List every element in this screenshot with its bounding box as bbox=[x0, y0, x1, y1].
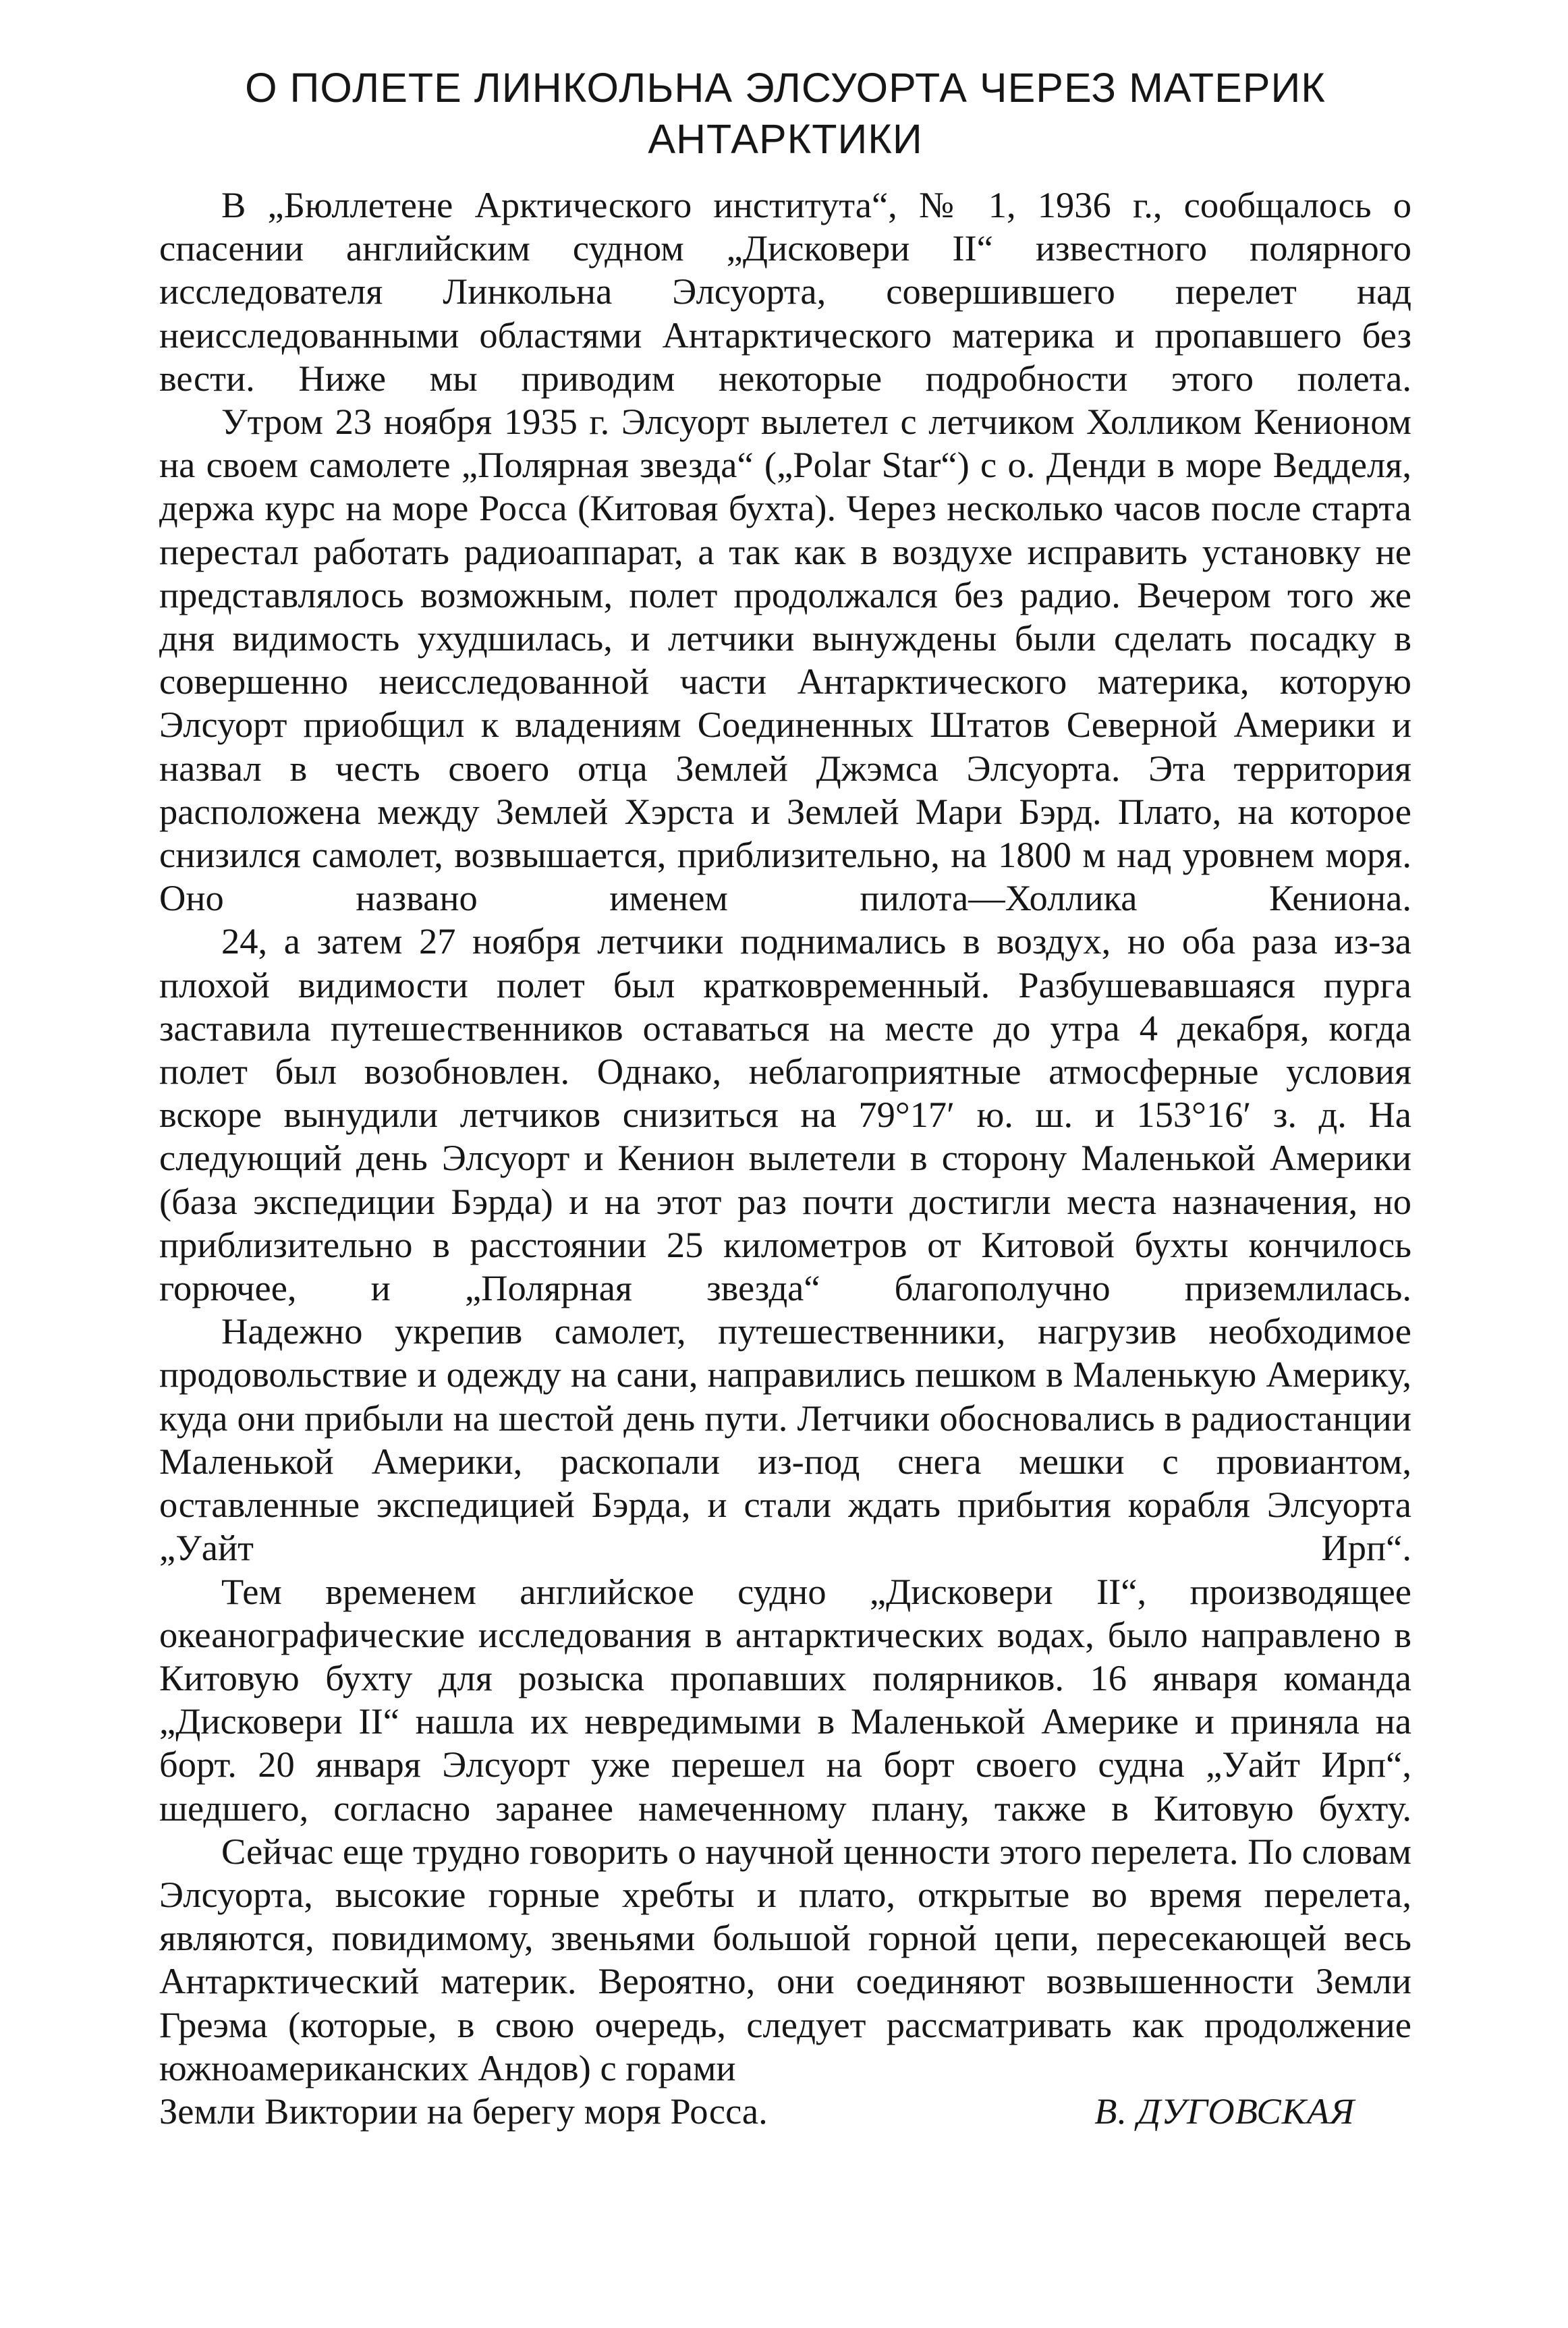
closing-line: Земли Виктории на берегу моря Росса. bbox=[159, 2090, 768, 2132]
author-signature: В. ДУГОВСКАЯ bbox=[1094, 2090, 1355, 2132]
closing-row bbox=[159, 2090, 1411, 2133]
paragraph-5: Тем временем английское судно „Дисковери II“, производящее океанографические исследования в антарктических водах, было направлено в Китовую бухту для розыска пропавших полярников. 16 января команда „Дисковери II“ нашла их невредимыми в Маленькой Америке и приняла на борт. 20 января Элсуорт уже перешел на борт своего судна „Уайт Ирп“, шедшего, согласно заранее намеченному плану, также в Китовую бухту. bbox=[159, 1570, 1411, 1829]
title-line-1: О ПОЛЕТЕ ЛИНКОЛЬНА ЭЛСУОРТА ЧЕРЕЗ МАТЕРИК bbox=[245, 65, 1326, 111]
paragraph-2: Утром 23 ноября 1935 г. Элсуорт вылетел с летчиком Холликом Кенионом на своем самолете „Полярная звезда“ („Polar Star“) с о. Денди в море Ведделя, держа курс на море Росса (Китовая бухта). Через несколько часов после старта перестал работать радиоаппарат, а так как в воздухе исправить установку не представлялось возможным, полет продолжался без радио. Вечером того же дня видимость ухудшилась, и летчики вынуждены были сделать посадку в совершенно неисследованной части Антарктического материка, которую Элсуорт приобщил к владениям Соединенных Штатов Северной Америки и назвал в честь своего отца Землей Джэмса Элсуорта. Эта территория расположена между Землей Хэрста и Землей Мари Бэрд. Плато, на которое снизился самолет, возвышается, приблизительно, на 1800 м над уровнем моря. Оно названо именем пилота—Холлика Кениона. bbox=[159, 401, 1411, 919]
paragraph-3: 24, а затем 27 ноября летчики поднимались в воздух, но оба раза из-за плохой видимости полет был кратковременный. Разбушевавшаяся пурга заставила путешественников оставаться на месте до утра 4 декабря, когда полет был возобновлен. Однако, неблагоприятные атмосферные условия вскоре вынудили летчиков снизиться на 79°17′ ю. ш. и 153°16′ з. д. На следующий день Элсуорт и Кенион вылетели в сторону Маленькой Америки (база экспедиции Бэрда) и на этот раз почти достигли места назначения, но приблизительно в расстоянии 25 километров от Китовой бухты кончилось горючее, и „Полярная звезда“ благополучно приземлилась. bbox=[159, 920, 1411, 1309]
title-line-2: АНТАРКТИКИ bbox=[648, 116, 923, 162]
paragraph-6: Сейчас еще трудно говорить о научной ценности этого перелета. По словам Элсуорта, высокие горные хребты и плато, открытые во время перелета, являются, повидимому, звеньями большой горной цепи, пересекающей весь Антарктический материк. Вероятно, они соединяют возвышенности Земли Греэма (которые, в свою очередь, следует рассматривать как продолжение южноамериканских Андов) с горами bbox=[159, 1830, 1411, 2088]
article-title bbox=[159, 62, 1411, 165]
article bbox=[159, 62, 1411, 2133]
paragraph-4: Надежно укрепив самолет, путешественники, нагрузив необходимое продовольствие и одежду на сани, направились пешком в Маленькую Америку, куда они прибыли на шестой день пути. Летчики обосновались в радиостанции Маленькой Америки, раскопали из-под снега мешки с провиантом, оставленные экспедицией Бэрда, и стали ждать прибытия корабля Элсуорта „Уайт Ирп“. bbox=[159, 1310, 1411, 1569]
paragraph-1: В „Бюллетене Арктического института“, № 1, 1936 г., сообщалось о спасении английским судном „Дисковери II“ известного полярного исследователя Линкольна Элсуорта, совершившего перелет над неисследованными областями Антарктического материка и пропавшего без вести. Ниже мы приводим некоторые подробности этого полета. bbox=[159, 184, 1411, 399]
article-body bbox=[159, 184, 1411, 2133]
